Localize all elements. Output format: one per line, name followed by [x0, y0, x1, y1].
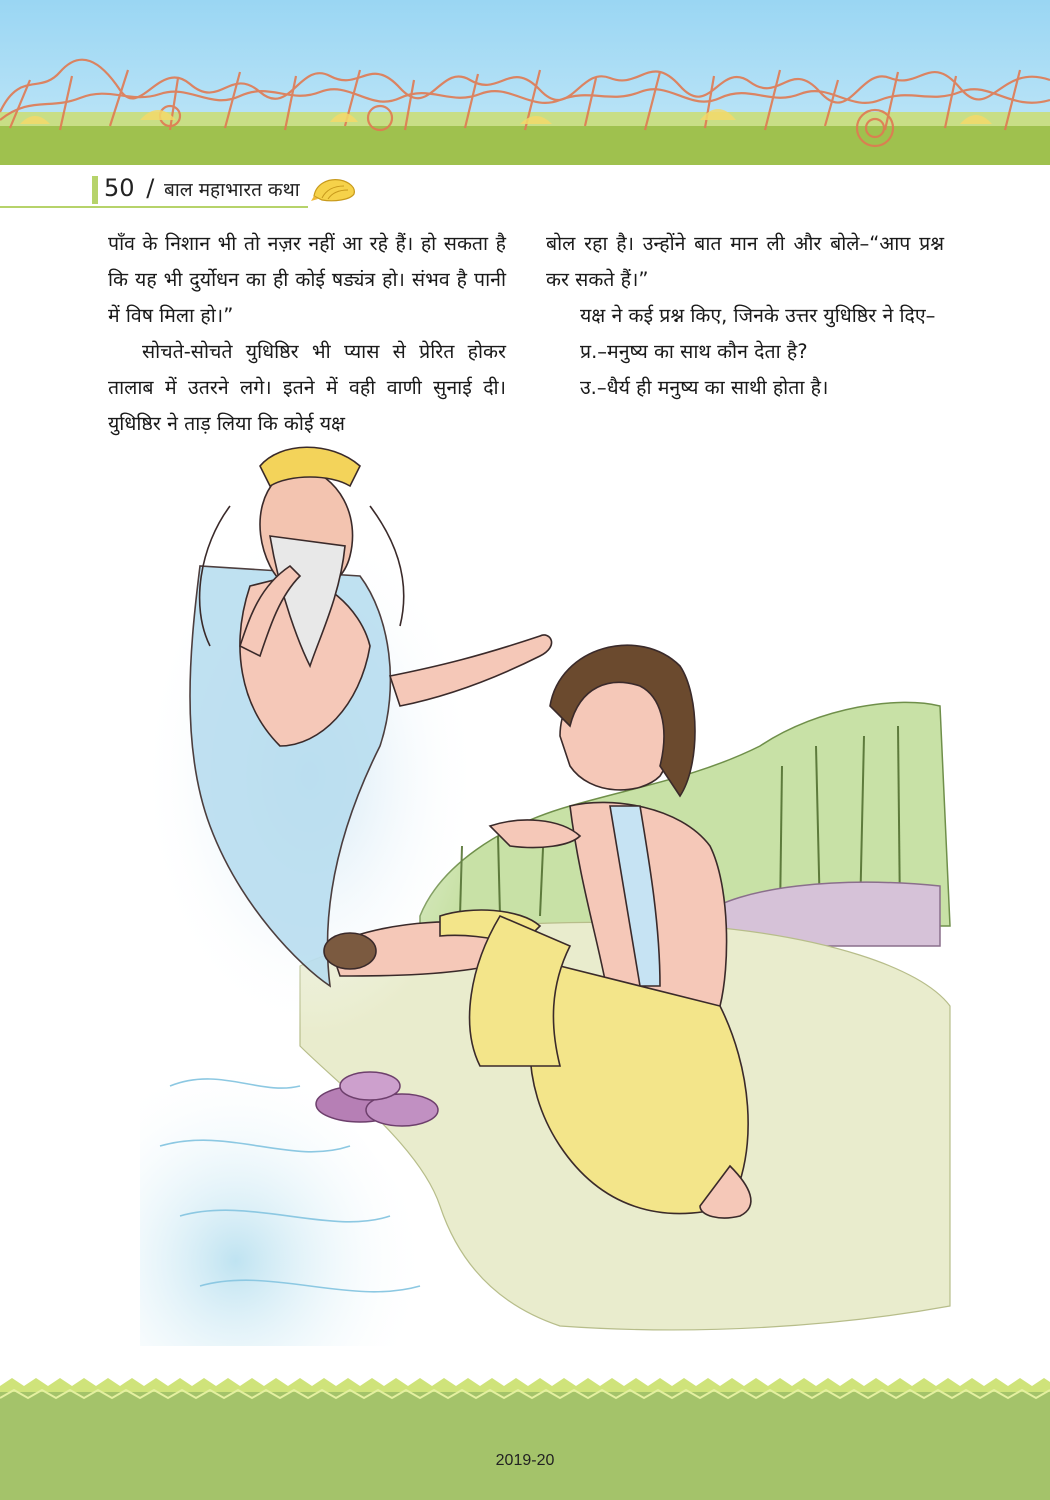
- paragraph: सोचते-सोचते युधिष्ठिर भी प्यास से प्रेरित होकर तालाब में उतरने लगे। इतने में वही वाणी सुनाई दी। युधिष्ठिर ने ताड़ लिया कि कोई यक्ष: [108, 340, 506, 435]
- answer-line: उ.–धैर्य ही मनुष्य का साथी होता है।: [580, 376, 829, 399]
- running-title: बाल महाभारत कथा: [164, 179, 300, 201]
- header-accent-bar: [92, 176, 98, 204]
- header-rule: [0, 206, 308, 208]
- paragraph: बोल रहा है। उन्होंने बात मान ली और बोले–“आप प्रश्न कर सकते हैं।”: [546, 232, 944, 291]
- page-number-value: 50: [104, 174, 135, 202]
- question-line: प्र.–मनुष्य का साथ कौन देता है?: [580, 340, 808, 363]
- text-column-right: [546, 226, 944, 406]
- header-separator: /: [146, 174, 155, 202]
- yaksha-yudhishthira-illustration: [140, 446, 970, 1346]
- warrior-frieze-banner: [0, 0, 1050, 165]
- paragraph: यक्ष ने कई प्रश्न किए, जिनके उत्तर युधिष्ठिर ने दिए–: [580, 304, 936, 327]
- page-number: [104, 172, 154, 204]
- paragraph: पाँव के निशान भी तो नज़र नहीं आ रहे हैं। हो सकता है कि यह भी दुर्योधन का ही कोई षड्यंत्र हो। संभव है पानी में विष मिला हो।”: [108, 232, 506, 327]
- text-column-left: [108, 226, 506, 442]
- conch-shell-icon: [310, 174, 358, 204]
- footer-band: [0, 1372, 1050, 1500]
- print-year: 2019-20: [495, 1452, 555, 1469]
